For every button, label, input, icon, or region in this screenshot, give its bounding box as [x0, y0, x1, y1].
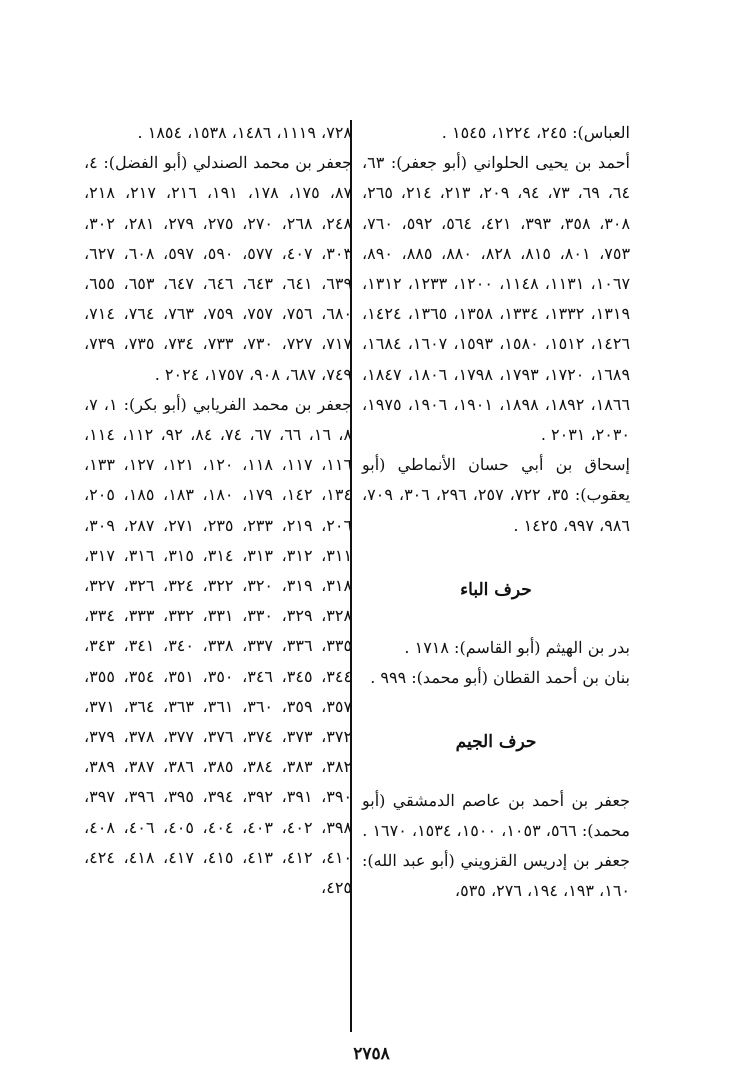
index-entry-banan: بنان بن أحمد القطان (أبو محمد): ٩٩٩ .: [370, 668, 630, 688]
index-entry-jafar-firyabi: جعفر بن محمد الفريابي (أبو بكر): ١، ٧، ٨، ١٦، ٦٦، ٦٧، ٧٤، ٨٤، ٩٢، ١١٢، ١١٤، ١١٦، ١١٧، ١١٨، ١٢٠، ١٢١، ١٢٧، ١٣٣، ١٣٤، ١٤٢، ١٧٩، ١٨٠، ١٨٣، ١٨٥، ٢٠٥، ٢٠٦، ٢١٩، ٢٣٣، ٢٣٥، ٢٧١، ٢٨٧، ٣٠٩، ٣١١، ٣١٢، ٣١٣، ٣١٤، ٣١٥، ٣١٦، ٣١٧، ٣١٨، ٣١٩، ٣٢٠، ٣٢٢، ٣٢٤، ٣٢٦، ٣٢٧، ٣٢٨، ٣٢٩، ٣٣٠، ٣٣١، ٣٣٢، ٣٣٣، ٣٣٤، ٣٣٥، ٣٣٦، ٣٣٧، ٣٣٨، ٣٤٠، ٣٤١، ٣٤٣، ٣٤٤، ٣٤٥، ٣٤٦، ٣٥٠، ٣٥١، ٣٥٤، ٣٥٥، ٣٥٧، ٣٥٩، ٣٦٠، ٣٦١، ٣٦٣، ٣٦٤، ٣٧١، ٣٧٢، ٣٧٣، ٣٧٤، ٣٧٦، ٣٧٧، ٣٧٨، ٣٧٩، ٣٨٢، ٣٨٣، ٣٨٤، ٣٨٥، ٣٨٦، ٣٨٧، ٣٨٩، ٣٩٠، ٣٩١، ٣٩٢، ٣٩٤، ٣٩٥، ٣٩٦، ٣٩٧، ٣٩٨، ٤٠٢، ٤٠٣، ٤٠٤، ٤٠٥، ٤٠٦، ٤٠٨، ٤١٠، ٤١٢، ٤١٣، ٤١٥، ٤١٧، ٤١٨، ٤٢٤، ٤٢٥،: [84, 394, 353, 898]
index-entry-badr: بدر بن الهيثم (أبو القاسم): ١٧١٨ .: [404, 638, 630, 658]
index-entry-jafar-sandali: جعفر بن محمد الصندلي (أبو الفضل): ٤، ٨٧، ١٧٥، ١٧٨، ١٩١، ٢١٦، ٢١٧، ٢١٨، ٢٤٨، ٢٦٨، ٢٧٠، ٢٧٥، ٢٧٩، ٢٨١، ٣٠٢، ٣٠٣، ٤٠٧، ٥٧٧، ٥٩٠، ٥٩٧، ٦٠٨، ٦٢٧، ٦٣٩، ٦٤١، ٦٤٣، ٦٤٦، ٦٤٧، ٦٥٣، ٦٥٥، ٦٨٠، ٧٥٦، ٧٥٧، ٧٥٩، ٧٦٣، ٧٦٤، ٧١٤، ٧١٧، ٧٢٧، ٧٣٠، ٧٣٣، ٧٣٤، ٧٣٥، ٧٣٩، ٧٤٩، ٦٨٧، ٩٠٨، ١٧٥٧، ٢٠٢٤ .: [84, 153, 353, 384]
entry-continuation: ٧٢٨، ١١١٩، ١٤٨٦، ١٥٣٨، ١٨٥٤ .: [137, 123, 352, 142]
right-column: [362, 118, 630, 906]
page-number: ٢٧٥٨: [353, 1044, 390, 1064]
entry-continuation: العباس): ٢٤٥، ١٢٢٤، ١٥٤٥ .: [441, 123, 630, 142]
index-entry-ahmad-halwani: أحمد بن يحيى الحلواني (أبو جعفر): ٦٣، ٦٤، ٦٩، ٧٣، ٩٤، ٢٠٩، ٢١٣، ٢١٤، ٢٦٥، ٣٠٨، ٣٥٨، ٣٩٣، ٤٢١، ٥٦٤، ٥٩٢، ٧٦٠، ٧٥٣، ٨٠١، ٨١٥، ٨٢٨، ٨٨٠، ٨٨٥، ٨٩٠، ١٠٦٧، ١١٣١، ١١٤٨، ١٢٠٠، ١٢٣٣، ١٣١٢، ١٣١٩، ١٣٣٢، ١٣٣٤، ١٣٥٨، ١٣٦٥، ١٤٢٤، ١٤٢٦، ١٥١٢، ١٥٨٠، ١٥٩٣، ١٦٠٧، ١٦٨٤، ١٦٨٩، ١٧٢٠، ١٧٩٣، ١٧٩٨، ١٨٠٦، ١٨٤٧، ١٨٦٦، ١٨٩٢، ١٨٩٨، ١٩٠١، ١٩٠٦، ١٩٧٥، ٢٠٣٠، ٢٠٣١ .: [362, 153, 631, 445]
section-heading-jim: حرف الجيم: [455, 732, 537, 753]
section-heading-ba: حرف الباء: [460, 579, 532, 600]
index-entry-jafar-dimashqi: جعفر بن أحمد بن عاصم الدمشقي (أبو محمد): ٥٦٦، ١٠٥٣، ١٥٠٠، ١٥٣٤، ١٦٧٠ .: [362, 790, 630, 840]
index-entry-jafar-qazwini: جعفر بن إدريس القزويني (أبو عبد الله): ١٦٠، ١٩٣، ١٩٤، ٢٧٦، ٥٣٥،: [362, 851, 630, 901]
index-entry-ishaq-anmati: إسحاق بن أبي حسان الأنماطي (أبو يعقوب): ٣٥، ٧٢٢، ٢٥٧، ٢٩٦، ٣٠٦، ٧٠٩، ٩٨٦، ٩٩٧، ١٤٢٥ .: [362, 455, 631, 535]
left-column: [84, 118, 352, 903]
